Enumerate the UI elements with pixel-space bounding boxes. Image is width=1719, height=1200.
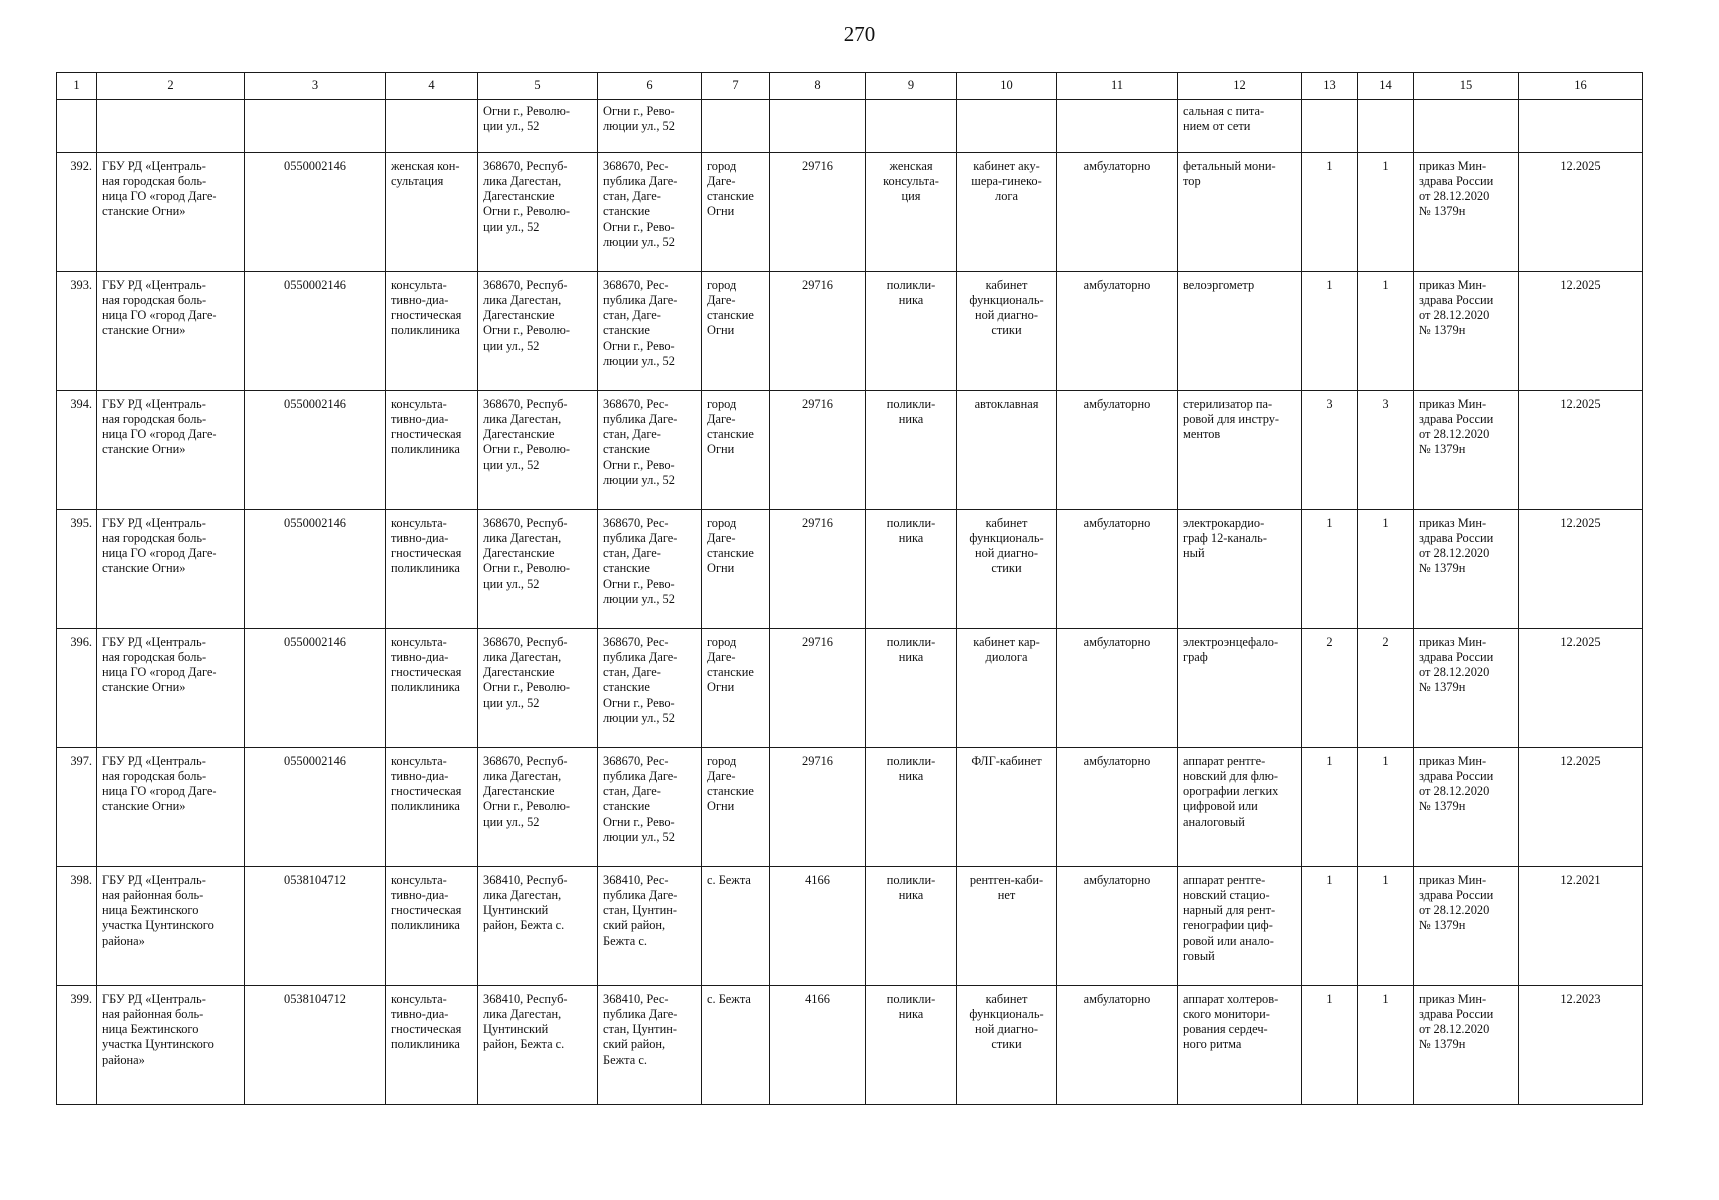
cell-room: ФЛГ-кабинет [957, 748, 1057, 867]
cell-empty [386, 100, 478, 153]
cell-number: 397. [57, 748, 97, 867]
cell-empty [1358, 100, 1414, 153]
cell-quantity-required: 1 [1302, 153, 1358, 272]
cell-quantity-planned: 1 [1358, 986, 1414, 1105]
cell-quantity-planned: 1 [1358, 153, 1414, 272]
column-header: 10 [957, 73, 1057, 100]
cell-empty [866, 100, 957, 153]
cell-address-actual: Огни г., Рево- люции ул., 52 [598, 100, 702, 153]
column-header: 8 [770, 73, 866, 100]
cell-equipment: электроэнцефало- граф [1178, 629, 1302, 748]
cell-division: консульта- тивно-диа- гностическая поликлиника [386, 986, 478, 1105]
cell-division: консульта- тивно-диа- гностическая поликлиника [386, 629, 478, 748]
cell-inn: 0538104712 [245, 867, 386, 986]
cell-empty [770, 100, 866, 153]
column-header: 14 [1358, 73, 1414, 100]
cell-quantity-planned: 1 [1358, 272, 1414, 391]
cell-address-actual: 368670, Рес- публика Даге- стан, Даге- станские Огни г., Рево- люции ул., 52 [598, 629, 702, 748]
cell-division: консульта- тивно-диа- гностическая поликлиника [386, 867, 478, 986]
cell-address-legal: 368670, Респуб- лика Дагестан, Дагестанские Огни г., Револю- ции ул., 52 [478, 748, 598, 867]
cell-basis: приказ Мин- здрава России от 28.12.2020 № 1379н [1414, 629, 1519, 748]
cell-equipment: электрокардио- граф 12-каналь- ный [1178, 510, 1302, 629]
cell-address-actual: 368670, Рес- публика Даге- стан, Даге- станские Огни г., Рево- люции ул., 52 [598, 391, 702, 510]
cell-number: 394. [57, 391, 97, 510]
cell-mode: амбулаторно [1057, 629, 1178, 748]
cell-unit: поликли- ника [866, 748, 957, 867]
cell-room: рентген-каби- нет [957, 867, 1057, 986]
cell-quantity-required: 1 [1302, 867, 1358, 986]
cell-mode: амбулаторно [1057, 153, 1178, 272]
cell-division: консульта- тивно-диа- гностическая поликлиника [386, 391, 478, 510]
cell-address-actual: 368670, Рес- публика Даге- стан, Даге- станские Огни г., Рево- люции ул., 52 [598, 153, 702, 272]
cell-population: 29716 [770, 272, 866, 391]
column-header: 11 [1057, 73, 1178, 100]
cell-term: 12.2021 [1519, 867, 1643, 986]
cell-basis: приказ Мин- здрава России от 28.12.2020 № 1379н [1414, 510, 1519, 629]
table-row [57, 391, 1643, 510]
cell-organization: ГБУ РД «Централь- ная районная боль- ница Бежтинского участка Цунтинского района» [97, 867, 245, 986]
cell-address-actual: 368410, Рес- публика Даге- стан, Цунтин- ский район, Бежта с. [598, 986, 702, 1105]
cell-division: консульта- тивно-диа- гностическая поликлиника [386, 748, 478, 867]
cell-inn: 0550002146 [245, 748, 386, 867]
cell-locality: город Даге- станские Огни [702, 629, 770, 748]
cell-empty [1519, 100, 1643, 153]
cell-room: кабинет функциональ- ной диагно- стики [957, 510, 1057, 629]
cell-term: 12.2025 [1519, 510, 1643, 629]
table-body [57, 73, 1643, 1105]
cell-mode: амбулаторно [1057, 272, 1178, 391]
cell-empty [97, 100, 245, 153]
cell-mode: амбулаторно [1057, 510, 1178, 629]
cell-inn: 0550002146 [245, 629, 386, 748]
cell-population: 29716 [770, 748, 866, 867]
cell-address-actual: 368670, Рес- публика Даге- стан, Даге- станские Огни г., Рево- люции ул., 52 [598, 748, 702, 867]
cell-mode: амбулаторно [1057, 867, 1178, 986]
cell-number: 396. [57, 629, 97, 748]
column-header: 9 [866, 73, 957, 100]
cell-number: 398. [57, 867, 97, 986]
cell-empty [1414, 100, 1519, 153]
cell-empty [702, 100, 770, 153]
cell-quantity-planned: 1 [1358, 748, 1414, 867]
cell-population: 29716 [770, 629, 866, 748]
cell-population: 4166 [770, 867, 866, 986]
continuation-row [57, 100, 1643, 153]
column-header: 1 [57, 73, 97, 100]
cell-locality: с. Бежта [702, 867, 770, 986]
cell-basis: приказ Мин- здрава России от 28.12.2020 № 1379н [1414, 986, 1519, 1105]
cell-unit: поликли- ника [866, 510, 957, 629]
cell-organization: ГБУ РД «Централь- ная городская боль- ница ГО «город Даге- станские Огни» [97, 153, 245, 272]
column-header: 15 [1414, 73, 1519, 100]
cell-inn: 0550002146 [245, 510, 386, 629]
equipment-registry-table [56, 72, 1643, 1105]
column-header: 16 [1519, 73, 1643, 100]
cell-unit: поликли- ника [866, 391, 957, 510]
table-row [57, 153, 1643, 272]
cell-quantity-required: 1 [1302, 748, 1358, 867]
cell-organization: ГБУ РД «Централь- ная городская боль- ница ГО «город Даге- станские Огни» [97, 391, 245, 510]
cell-inn: 0538104712 [245, 986, 386, 1105]
cell-term: 12.2025 [1519, 391, 1643, 510]
cell-locality: город Даге- станские Огни [702, 510, 770, 629]
cell-mode: амбулаторно [1057, 391, 1178, 510]
cell-population: 29716 [770, 391, 866, 510]
column-header: 6 [598, 73, 702, 100]
cell-room: кабинет функциональ- ной диагно- стики [957, 272, 1057, 391]
cell-organization: ГБУ РД «Централь- ная районная боль- ница Бежтинского участка Цунтинского района» [97, 986, 245, 1105]
cell-locality: город Даге- станские Огни [702, 272, 770, 391]
cell-address-legal: 368670, Респуб- лика Дагестан, Дагестанские Огни г., Револю- ции ул., 52 [478, 272, 598, 391]
cell-population: 4166 [770, 986, 866, 1105]
cell-room: кабинет аку- шера-гинеко- лога [957, 153, 1057, 272]
cell-address-legal: 368410, Респуб- лика Дагестан, Цунтинский район, Бежта с. [478, 867, 598, 986]
cell-mode: амбулаторно [1057, 748, 1178, 867]
cell-equipment: аппарат рентге- новский для флю- орографии легких цифровой или аналоговый [1178, 748, 1302, 867]
cell-organization: ГБУ РД «Централь- ная городская боль- ница ГО «город Даге- станские Огни» [97, 510, 245, 629]
cell-empty [245, 100, 386, 153]
cell-number: 392. [57, 153, 97, 272]
cell-address-legal: 368670, Респуб- лика Дагестан, Дагестанские Огни г., Револю- ции ул., 52 [478, 391, 598, 510]
column-header: 7 [702, 73, 770, 100]
cell-unit: женская консульта- ция [866, 153, 957, 272]
cell-equipment: сальная с пита- нием от сети [1178, 100, 1302, 153]
table-row [57, 272, 1643, 391]
column-header: 5 [478, 73, 598, 100]
cell-term: 12.2023 [1519, 986, 1643, 1105]
cell-unit: поликли- ника [866, 986, 957, 1105]
cell-basis: приказ Мин- здрава России от 28.12.2020 № 1379н [1414, 153, 1519, 272]
cell-term: 12.2025 [1519, 272, 1643, 391]
cell-equipment: аппарат холтеров- ского монитори- рования сердеч- ного ритма [1178, 986, 1302, 1105]
column-header: 2 [97, 73, 245, 100]
header-row [57, 73, 1643, 100]
cell-inn: 0550002146 [245, 272, 386, 391]
cell-address-legal: 368670, Респуб- лика Дагестан, Дагестанские Огни г., Револю- ции ул., 52 [478, 510, 598, 629]
cell-quantity-planned: 3 [1358, 391, 1414, 510]
cell-equipment: фетальный мони- тор [1178, 153, 1302, 272]
cell-division: консульта- тивно-диа- гностическая поликлиника [386, 510, 478, 629]
cell-quantity-required: 2 [1302, 629, 1358, 748]
cell-quantity-planned: 1 [1358, 867, 1414, 986]
cell-room: кабинет функциональ- ной диагно- стики [957, 986, 1057, 1105]
cell-locality: город Даге- станские Огни [702, 391, 770, 510]
cell-basis: приказ Мин- здрава России от 28.12.2020 № 1379н [1414, 272, 1519, 391]
cell-division: консульта- тивно-диа- гностическая поликлиника [386, 272, 478, 391]
cell-address-legal: Огни г., Револю- ции ул., 52 [478, 100, 598, 153]
cell-locality: с. Бежта [702, 986, 770, 1105]
cell-organization: ГБУ РД «Централь- ная городская боль- ница ГО «город Даге- станские Огни» [97, 748, 245, 867]
cell-address-actual: 368670, Рес- публика Даге- стан, Даге- станские Огни г., Рево- люции ул., 52 [598, 272, 702, 391]
cell-term: 12.2025 [1519, 629, 1643, 748]
cell-basis: приказ Мин- здрава России от 28.12.2020 № 1379н [1414, 748, 1519, 867]
cell-quantity-planned: 2 [1358, 629, 1414, 748]
cell-organization: ГБУ РД «Централь- ная городская боль- ница ГО «город Даге- станские Огни» [97, 272, 245, 391]
cell-number: 395. [57, 510, 97, 629]
cell-organization: ГБУ РД «Централь- ная городская боль- ница ГО «город Даге- станские Огни» [97, 629, 245, 748]
cell-empty [57, 100, 97, 153]
table-row [57, 629, 1643, 748]
cell-quantity-required: 3 [1302, 391, 1358, 510]
cell-address-actual: 368670, Рес- публика Даге- стан, Даге- станские Огни г., Рево- люции ул., 52 [598, 510, 702, 629]
table-row [57, 867, 1643, 986]
cell-inn: 0550002146 [245, 153, 386, 272]
cell-equipment: велоэргометр [1178, 272, 1302, 391]
column-header: 13 [1302, 73, 1358, 100]
cell-room: автоклавная [957, 391, 1057, 510]
cell-equipment: стерилизатор па- ровой для инстру- ментов [1178, 391, 1302, 510]
cell-empty [1302, 100, 1358, 153]
cell-number: 399. [57, 986, 97, 1105]
cell-quantity-planned: 1 [1358, 510, 1414, 629]
cell-quantity-required: 1 [1302, 986, 1358, 1105]
column-header: 4 [386, 73, 478, 100]
cell-unit: поликли- ника [866, 629, 957, 748]
page-number: 270 [843, 22, 876, 46]
cell-population: 29716 [770, 153, 866, 272]
cell-number: 393. [57, 272, 97, 391]
cell-term: 12.2025 [1519, 748, 1643, 867]
cell-unit: поликли- ника [866, 272, 957, 391]
cell-empty [1057, 100, 1178, 153]
cell-inn: 0550002146 [245, 391, 386, 510]
cell-mode: амбулаторно [1057, 986, 1178, 1105]
cell-locality: город Даге- станские Огни [702, 748, 770, 867]
cell-locality: город Даге- станские Огни [702, 153, 770, 272]
cell-equipment: аппарат рентге- новский стацио- нарный для рент- генографии циф- ровой или анало- говый [1178, 867, 1302, 986]
cell-address-actual: 368410, Рес- публика Даге- стан, Цунтин- ский район, Бежта с. [598, 867, 702, 986]
cell-room: кабинет кар- диолога [957, 629, 1057, 748]
cell-empty [957, 100, 1057, 153]
column-header: 12 [1178, 73, 1302, 100]
cell-term: 12.2025 [1519, 153, 1643, 272]
column-header: 3 [245, 73, 386, 100]
cell-division: женская кон- сультация [386, 153, 478, 272]
table-row [57, 986, 1643, 1105]
cell-address-legal: 368410, Респуб- лика Дагестан, Цунтинский район, Бежта с. [478, 986, 598, 1105]
table-row [57, 748, 1643, 867]
cell-address-legal: 368670, Респуб- лика Дагестан, Дагестанские Огни г., Револю- ции ул., 52 [478, 153, 598, 272]
cell-unit: поликли- ника [866, 867, 957, 986]
cell-basis: приказ Мин- здрава России от 28.12.2020 № 1379н [1414, 867, 1519, 986]
cell-quantity-required: 1 [1302, 510, 1358, 629]
cell-basis: приказ Мин- здрава России от 28.12.2020 № 1379н [1414, 391, 1519, 510]
cell-address-legal: 368670, Респуб- лика Дагестан, Дагестанские Огни г., Револю- ции ул., 52 [478, 629, 598, 748]
cell-quantity-required: 1 [1302, 272, 1358, 391]
cell-population: 29716 [770, 510, 866, 629]
table-row [57, 510, 1643, 629]
